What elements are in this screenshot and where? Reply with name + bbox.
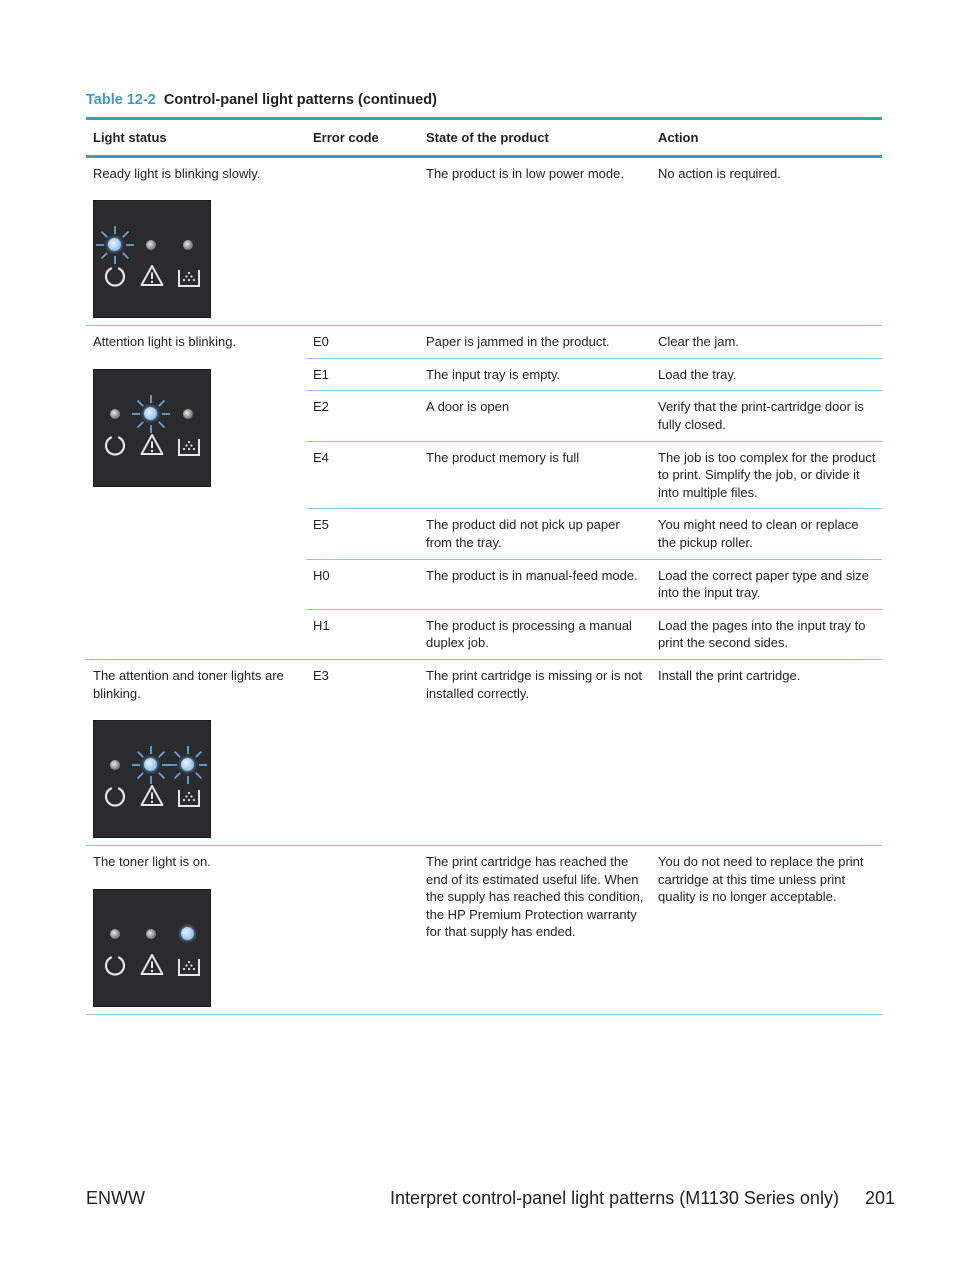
error-code-cell: E4 bbox=[306, 441, 419, 509]
action-cell: Install the print cartridge. bbox=[651, 659, 882, 845]
header-light-status: Light status bbox=[86, 119, 306, 157]
attention-light bbox=[146, 929, 156, 939]
ready-power-icon bbox=[102, 783, 128, 809]
control-panel-illustration bbox=[93, 720, 211, 838]
state-cell: The product is processing a manual duplex job. bbox=[419, 609, 651, 659]
toner-bucket-icon bbox=[176, 263, 202, 289]
header-action: Action bbox=[651, 119, 882, 157]
state-cell: Paper is jammed in the product. bbox=[419, 326, 651, 359]
toner-bucket-icon bbox=[176, 952, 202, 978]
state-cell: The product did not pick up paper from the tray. bbox=[419, 509, 651, 559]
table-row bbox=[86, 846, 882, 1015]
page-number: 201 bbox=[864, 1188, 895, 1208]
attention-light bbox=[144, 758, 157, 771]
error-code-cell: E0 bbox=[306, 326, 419, 359]
error-code-cell: E1 bbox=[306, 358, 419, 391]
attention-warning-icon bbox=[139, 952, 165, 978]
table-title: Control-panel light patterns (continued) bbox=[163, 92, 437, 108]
table-caption bbox=[86, 92, 437, 108]
table-row bbox=[86, 659, 882, 845]
error-code-cell bbox=[306, 846, 419, 1015]
error-code-cell: H1 bbox=[306, 609, 419, 659]
ready-light bbox=[110, 929, 120, 939]
toner-light bbox=[183, 409, 193, 419]
footer-left: ENWW bbox=[86, 1188, 145, 1208]
state-cell: The print cartridge is missing or is not installed correctly. bbox=[419, 659, 651, 845]
light-status-cell bbox=[86, 846, 306, 1015]
error-code-cell bbox=[306, 156, 419, 326]
control-panel-illustration bbox=[93, 369, 211, 487]
error-code-cell: E5 bbox=[306, 509, 419, 559]
control-panel-illustration bbox=[93, 889, 211, 1007]
control-panel-illustration bbox=[93, 200, 211, 318]
toner-light bbox=[181, 758, 194, 771]
attention-warning-icon bbox=[139, 263, 165, 289]
light-status-cell bbox=[86, 326, 306, 660]
table-number: Table 12-2 bbox=[86, 92, 156, 108]
attention-light bbox=[144, 407, 157, 420]
ready-power-icon bbox=[102, 432, 128, 458]
ready-light bbox=[110, 760, 120, 770]
table-header-row bbox=[86, 119, 882, 157]
action-cell: Load the tray. bbox=[651, 358, 882, 391]
header-state: State of the product bbox=[419, 119, 651, 157]
state-cell: The product is in manual-feed mode. bbox=[419, 559, 651, 609]
footer-right bbox=[390, 1188, 895, 1209]
action-cell: Load the correct paper type and size into the input tray. bbox=[651, 559, 882, 609]
light-status-text: Ready light is blinking slowly. bbox=[93, 165, 261, 181]
error-code-cell: E2 bbox=[306, 391, 419, 441]
light-status-cell bbox=[86, 659, 306, 845]
toner-bucket-icon bbox=[176, 783, 202, 809]
state-cell: The product memory is full bbox=[419, 441, 651, 509]
light-pattern-table bbox=[86, 117, 882, 1015]
attention-warning-icon bbox=[139, 432, 165, 458]
header-error-code: Error code bbox=[306, 119, 419, 157]
light-status-text: The attention and toner lights are blinking. bbox=[93, 667, 284, 701]
state-cell: A door is open bbox=[419, 391, 651, 441]
attention-light bbox=[146, 240, 156, 250]
light-status-text: The toner light is on. bbox=[93, 854, 211, 870]
table-row bbox=[86, 156, 882, 326]
toner-light bbox=[181, 927, 194, 940]
footer-section: Interpret control-panel light patterns (M1130 Series only) bbox=[390, 1188, 839, 1208]
ready-power-icon bbox=[102, 263, 128, 289]
attention-warning-icon bbox=[139, 783, 165, 809]
action-cell: The job is too complex for the product to print. Simplify the job, or divide it into multiple files. bbox=[651, 441, 882, 509]
error-code-cell: H0 bbox=[306, 559, 419, 609]
state-cell: The print cartridge has reached the end of its estimated useful life. When the supply has reached this condition, the HP Premium Protection warranty for that supply has ended. bbox=[419, 846, 651, 1015]
error-code-cell: E3 bbox=[306, 659, 419, 845]
action-cell: Load the pages into the input tray to print the second sides. bbox=[651, 609, 882, 659]
state-cell: The product is in low power mode. bbox=[419, 156, 651, 326]
table-row bbox=[86, 326, 882, 359]
action-cell: Verify that the print-cartridge door is fully closed. bbox=[651, 391, 882, 441]
toner-bucket-icon bbox=[176, 432, 202, 458]
state-cell: The input tray is empty. bbox=[419, 358, 651, 391]
action-cell: You might need to clean or replace the pickup roller. bbox=[651, 509, 882, 559]
action-cell: You do not need to replace the print cartridge at this time unless print quality is no longer acceptable. bbox=[651, 846, 882, 1015]
action-cell: No action is required. bbox=[651, 156, 882, 326]
action-cell: Clear the jam. bbox=[651, 326, 882, 359]
light-status-cell bbox=[86, 156, 306, 326]
ready-power-icon bbox=[102, 952, 128, 978]
light-status-text: Attention light is blinking. bbox=[93, 334, 237, 350]
ready-light bbox=[110, 409, 120, 419]
toner-light bbox=[183, 240, 193, 250]
